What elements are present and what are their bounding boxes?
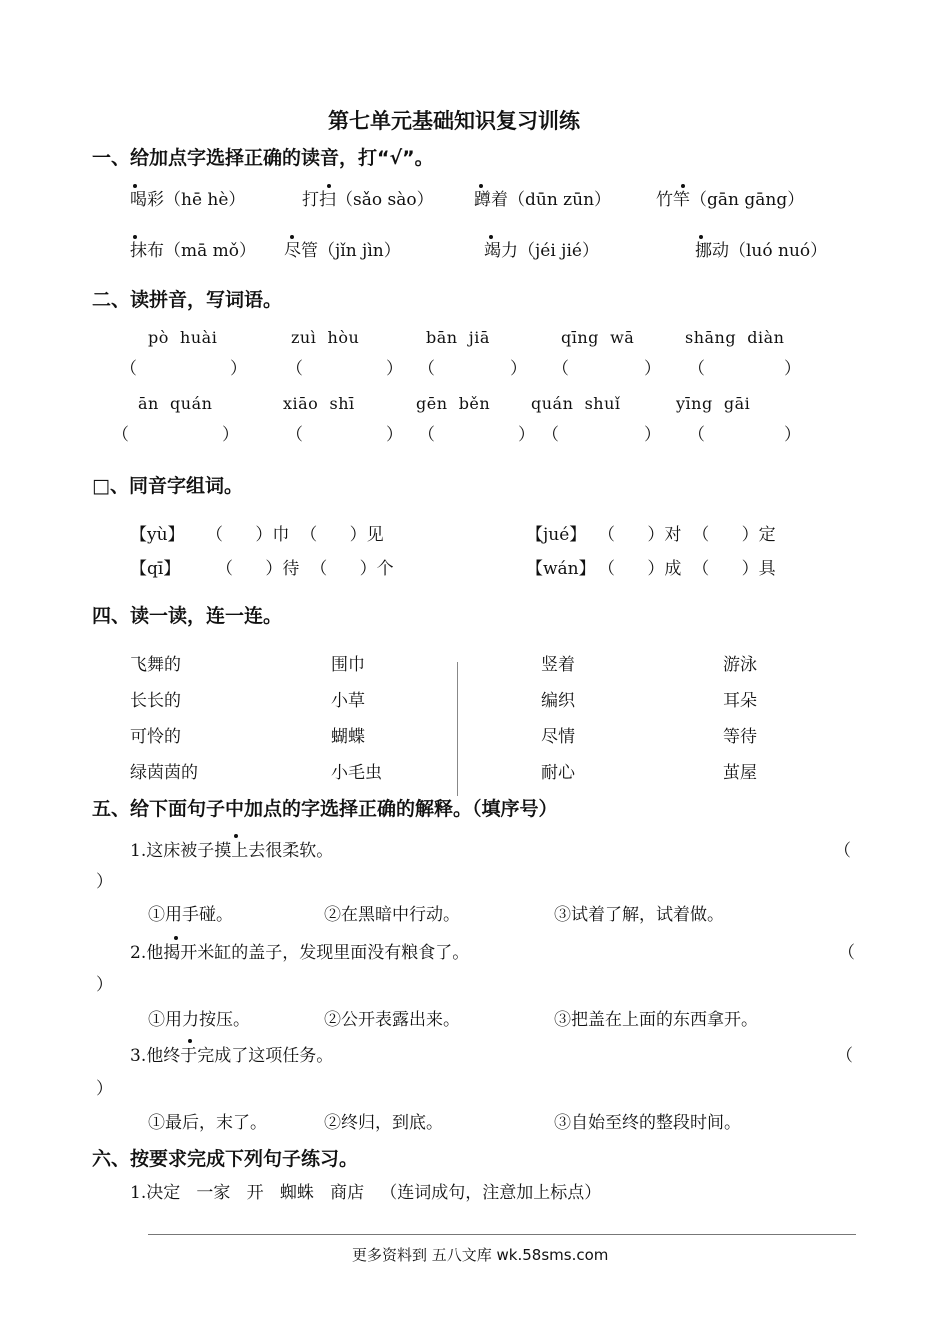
section-3-heading: □、同音字组词。 <box>92 475 243 497</box>
option: ③自始至终的整段时间。 <box>554 1113 741 1133</box>
answer-paren: ） <box>510 359 527 379</box>
match-word: 小草 <box>331 691 365 711</box>
answer-paren: ） <box>222 425 239 445</box>
match-word: 小毛虫 <box>331 763 382 783</box>
homophone-blanks: （ ）巾 （ ）见 <box>206 525 384 545</box>
pinyin: pò huài <box>148 328 218 347</box>
question-text: 2.他揭开米缸的盖子，发现里面没有粮食了。 <box>130 943 470 963</box>
section-6-heading: 六、按要求完成下列句子练习。 <box>92 1148 359 1170</box>
pinyin: ān quán <box>138 394 213 413</box>
answer-paren: ） <box>96 975 113 995</box>
option: ①最后，末了。 <box>148 1113 267 1133</box>
match-word: 长长的 <box>130 691 181 711</box>
emphasis-dot <box>174 936 178 940</box>
question-text: 1.这床被子摸上去很柔软。 <box>130 841 334 861</box>
pinyin: yīng gāi <box>676 394 751 413</box>
pinyin: gēn běn <box>416 394 491 413</box>
emphasis-dot <box>290 235 294 239</box>
pinyin: qīng wā <box>561 328 635 347</box>
homophone-pinyin: 【yù】 <box>130 525 185 545</box>
answer-paren: （ <box>418 425 435 445</box>
answer-paren: ） <box>644 425 661 445</box>
footer-text: 更多资料到 五八文库 wk.58sms.com <box>352 1246 609 1264</box>
pinyin: quán shuǐ <box>531 394 621 413</box>
section-2-heading: 二、读拼音，写词语。 <box>92 289 283 311</box>
emphasis-dot <box>188 1039 192 1043</box>
pronunciation-item: 竹竿（gān gāng） <box>656 190 805 210</box>
answer-paren: （ <box>838 943 855 963</box>
pronunciation-item: 喝彩（hē hè） <box>130 190 246 210</box>
option: ①用手碰。 <box>148 905 233 925</box>
answer-paren: （ <box>688 425 705 445</box>
pronunciation-item: 挪动（luó nuó） <box>695 241 828 261</box>
match-word: 耳朵 <box>723 691 757 711</box>
pronunciation-item: 竭力（jéi jié） <box>484 241 599 261</box>
emphasis-dot <box>133 184 137 188</box>
match-word: 编织 <box>541 691 575 711</box>
page-title: 第七单元基础知识复习训练 <box>328 109 580 133</box>
answer-paren: ） <box>386 359 403 379</box>
emphasis-dot <box>699 235 703 239</box>
answer-paren: ） <box>96 872 113 892</box>
section-1-heading: 一、给加点字选择正确的读音，打“√”。 <box>92 147 434 169</box>
option: ①用力按压。 <box>148 1010 250 1030</box>
option: ③试着了解，试着做。 <box>554 905 724 925</box>
answer-paren: （ <box>286 425 303 445</box>
emphasis-dot <box>681 184 685 188</box>
homophone-blanks: （ ）待 （ ）个 <box>216 559 394 579</box>
match-word: 游泳 <box>723 655 757 675</box>
homophone-blanks: （ ）成 （ ）具 <box>598 559 776 579</box>
match-word: 围巾 <box>331 655 365 675</box>
pinyin: xiāo shī <box>283 394 355 413</box>
answer-paren: （ <box>542 425 559 445</box>
option: ②在黑暗中行动。 <box>324 905 460 925</box>
match-word: 茧屋 <box>723 763 757 783</box>
question-text: 1.决定 一家 开 蜘蛛 商店 （连词成句，注意加上标点） <box>130 1183 602 1203</box>
answer-paren: ） <box>386 425 403 445</box>
match-word: 等待 <box>723 727 757 747</box>
homophone-pinyin: 【qī】 <box>130 559 181 579</box>
section-5-heading: 五、给下面句子中加点的字选择正确的解释。（填序号） <box>92 798 558 820</box>
option: ②终归，到底。 <box>324 1113 443 1133</box>
homophone-blanks: （ ）对 （ ）定 <box>598 525 776 545</box>
emphasis-dot <box>327 184 331 188</box>
pinyin: zuì hòu <box>291 328 360 347</box>
option: ②公开表露出来。 <box>324 1010 460 1030</box>
match-word: 蝴蝶 <box>331 727 365 747</box>
emphasis-dot <box>479 184 483 188</box>
answer-paren: ） <box>230 359 247 379</box>
pronunciation-item: 尽管（jǐn jìn） <box>284 241 401 261</box>
match-word: 绿茵茵的 <box>130 763 198 783</box>
match-word: 尽情 <box>541 727 575 747</box>
answer-paren: （ <box>552 359 569 379</box>
answer-paren: （ <box>836 1046 853 1066</box>
pronunciation-item: 蹲着（dūn zūn） <box>474 190 612 210</box>
homophone-pinyin: 【jué】 <box>526 525 587 545</box>
column-divider <box>457 662 458 796</box>
answer-paren: ） <box>784 425 801 445</box>
emphasis-dot <box>489 235 493 239</box>
pronunciation-item: 打扫（sǎo sào） <box>302 190 434 210</box>
footer-rule <box>148 1234 856 1235</box>
pronunciation-item: 抹布（mā mǒ） <box>130 241 257 261</box>
match-word: 飞舞的 <box>130 655 181 675</box>
match-word: 竖着 <box>541 655 575 675</box>
answer-paren: （ <box>688 359 705 379</box>
homophone-pinyin: 【wán】 <box>526 559 596 579</box>
answer-paren: ） <box>96 1079 113 1099</box>
match-word: 可怜的 <box>130 727 181 747</box>
emphasis-dot <box>133 235 137 239</box>
section-4-heading: 四、读一读，连一连。 <box>92 605 283 627</box>
pinyin: bān jiā <box>426 328 490 347</box>
answer-paren: （ <box>418 359 435 379</box>
pinyin: shāng diàn <box>685 328 785 347</box>
option: ③把盖在上面的东西拿开。 <box>554 1010 758 1030</box>
answer-paren: （ <box>286 359 303 379</box>
answer-paren: ） <box>644 359 661 379</box>
answer-paren: ） <box>784 359 801 379</box>
emphasis-dot <box>234 834 238 838</box>
answer-paren: （ <box>120 359 137 379</box>
answer-paren: ） <box>518 425 535 445</box>
match-word: 耐心 <box>541 763 575 783</box>
question-text: 3.他终于完成了这项任务。 <box>130 1046 334 1066</box>
answer-paren: （ <box>112 425 129 445</box>
answer-paren: （ <box>834 841 851 861</box>
